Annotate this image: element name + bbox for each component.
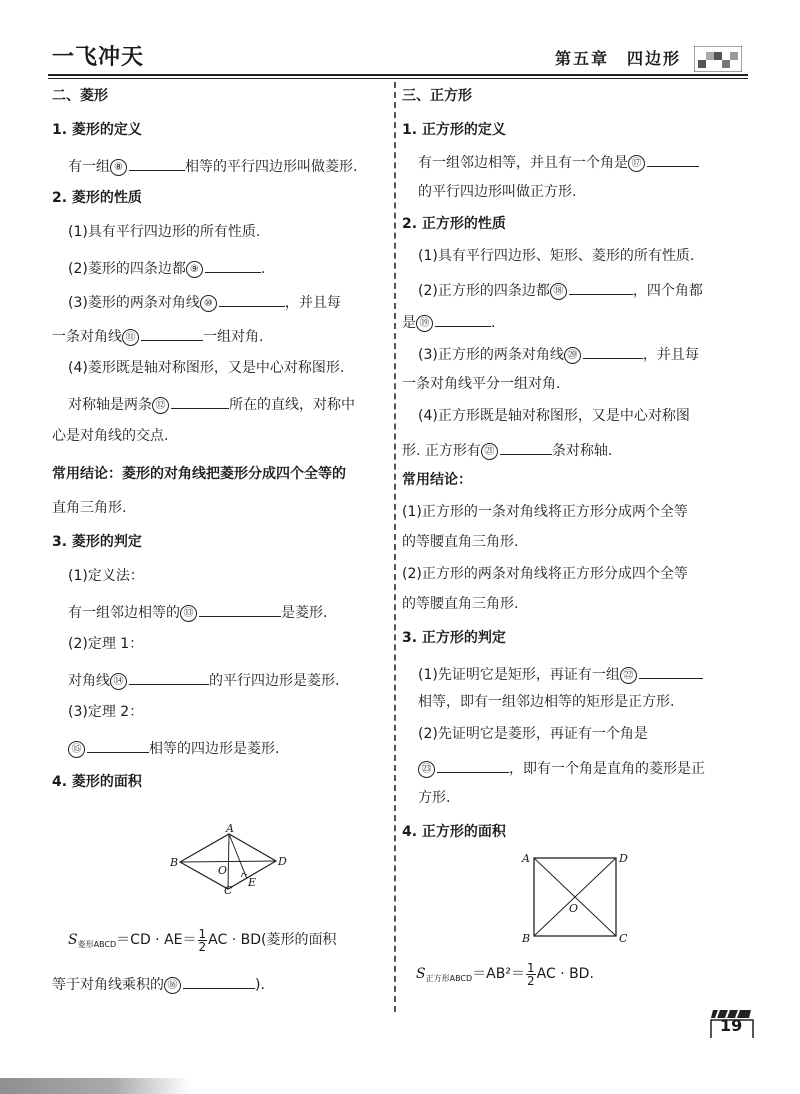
property-1: (1)具有平行四边形的所有性质. xyxy=(68,224,261,240)
sq-criterion-1 xyxy=(418,662,703,685)
chapter-title: 第五章 四边形 xyxy=(555,49,682,68)
answer-blank[interactable] xyxy=(205,256,261,273)
text: ). xyxy=(255,977,265,993)
page-number: 19 xyxy=(720,1016,743,1035)
header-rule xyxy=(48,74,748,76)
answer-blank[interactable] xyxy=(129,154,185,171)
text: ，并且每 xyxy=(284,295,341,311)
blank-number: ⑫ xyxy=(152,397,169,414)
criterion-3: (3)定理 2： xyxy=(68,704,144,720)
answer-blank[interactable] xyxy=(219,290,285,307)
header-rule-thin xyxy=(48,78,748,79)
square-definition xyxy=(418,150,699,173)
blank-number: ⑩ xyxy=(200,295,217,312)
text: 有一组邻边相等的 xyxy=(68,605,180,621)
blank-number: ⑱ xyxy=(550,283,567,300)
blank-number: ⑪ xyxy=(122,329,139,346)
label-O: O xyxy=(218,864,228,877)
fraction xyxy=(526,962,536,987)
text: AC · BD(菱形的面积 xyxy=(208,932,337,948)
heading-square-area: 4. 正方形的面积 xyxy=(402,824,506,840)
text: (2)菱形的四条边都 xyxy=(68,261,186,277)
rhombus-definition xyxy=(68,154,357,177)
text: 1 xyxy=(198,926,207,941)
label-A: A xyxy=(226,824,234,835)
criterion-2: (2)定理 1： xyxy=(68,636,144,652)
blank-number: ⑯ xyxy=(164,977,181,994)
sq-common-1-cont: 的等腰直角三角形. xyxy=(402,534,519,550)
text: ，并且每 xyxy=(642,347,699,363)
answer-blank[interactable] xyxy=(129,668,209,685)
heading-rhombus-criteria: 3. 菱形的判定 xyxy=(52,534,142,550)
answer-blank[interactable] xyxy=(639,662,703,679)
rhombus-area-formula xyxy=(68,926,336,959)
criterion-1-text xyxy=(68,600,327,623)
blank-number: ⑬ xyxy=(180,605,197,622)
sq-property-3-cont: 一条对角线平分一组对角. xyxy=(402,376,561,392)
property-4-cont xyxy=(68,392,355,415)
rhombus-area-cont xyxy=(52,972,265,995)
text: (3)菱形的两条对角线 xyxy=(68,295,200,311)
sq-property-3 xyxy=(418,342,699,365)
text: 一条对角线 xyxy=(52,329,122,345)
answer-blank[interactable] xyxy=(437,756,509,773)
blank-number: ㉑ xyxy=(481,443,498,460)
scan-edge-shadow xyxy=(0,1078,190,1094)
text: 有一组 xyxy=(68,159,110,175)
answer-blank[interactable] xyxy=(583,342,643,359)
text: ，即有一个角是直角的菱形是正 xyxy=(509,761,705,777)
text: 等于对角线乘积的 xyxy=(52,977,164,993)
text: ＝CD · AE＝ xyxy=(116,932,197,948)
brand-logo: 一飞冲天 xyxy=(52,45,145,70)
answer-blank[interactable] xyxy=(500,438,552,455)
heading-square-criteria: 3. 正方形的判定 xyxy=(402,630,506,646)
label-C: C xyxy=(224,884,233,894)
answer-blank[interactable] xyxy=(435,310,491,327)
blank-number: ⑨ xyxy=(186,261,203,278)
square-figure xyxy=(520,852,632,944)
rhombus-figure xyxy=(170,824,290,894)
property-2 xyxy=(68,256,265,279)
heading-rhombus-area: 4. 菱形的面积 xyxy=(52,774,142,790)
text: 一组对角. xyxy=(203,329,264,345)
sq-common-2-cont: 的等腰直角三角形. xyxy=(402,596,519,612)
sq-criterion-1-cont: 相等，即有一组邻边相等的矩形是正方形. xyxy=(418,694,675,710)
square-area-formula xyxy=(416,960,594,993)
text: 1 xyxy=(526,960,535,975)
blank-number: ㉒ xyxy=(620,667,637,684)
sq-criterion-2: (2)先证明它是菱形，再证有一个角是 xyxy=(418,726,648,742)
text: (3)正方形的两条对角线 xyxy=(418,347,564,363)
blank-number: ⑲ xyxy=(416,315,433,332)
checker-decoration-icon xyxy=(694,46,742,72)
heading-rhombus-properties: 2. 菱形的性质 xyxy=(52,190,142,206)
property-3 xyxy=(68,290,341,313)
text: 常用结论：菱形的对角线把菱形分成四个全等的 xyxy=(52,466,346,482)
text: 相等的四边形是菱形. xyxy=(149,741,280,757)
text: . xyxy=(260,261,266,277)
answer-blank[interactable] xyxy=(141,324,203,341)
text: 菱形ABCD xyxy=(77,940,117,949)
answer-blank[interactable] xyxy=(171,392,229,409)
sq-common-heading: 常用结论： xyxy=(402,472,472,488)
label-C: C xyxy=(619,932,628,944)
answer-blank[interactable] xyxy=(87,736,149,753)
fraction xyxy=(198,928,208,953)
text: (2)正方形的四条边都 xyxy=(418,283,550,299)
blank-number: ⑰ xyxy=(628,155,645,172)
property-3-cont xyxy=(52,324,263,347)
common-conclusion xyxy=(52,464,346,484)
blank-number: ⑧ xyxy=(110,159,127,176)
sq-property-2 xyxy=(418,278,703,301)
heading-rhombus-definition: 1. 菱形的定义 xyxy=(52,122,142,138)
text: AC · BD. xyxy=(536,966,594,982)
answer-blank[interactable] xyxy=(199,600,281,617)
text: 所在的直线，对称中 xyxy=(229,397,355,413)
text: 形. 正方形有 xyxy=(402,443,481,459)
blank-number: ⑭ xyxy=(110,673,127,690)
property-4: (4)菱形既是轴对称图形，又是中心对称图形. xyxy=(68,360,345,376)
text: (1)先证明它是矩形，再证有一组 xyxy=(418,667,620,683)
label-B: B xyxy=(522,932,531,944)
text: 条对称轴. xyxy=(551,443,613,459)
sq-criterion-2-end: 方形. xyxy=(418,790,451,806)
blank-number: ㉓ xyxy=(418,761,435,778)
label-D: D xyxy=(619,852,628,865)
answer-blank[interactable] xyxy=(647,150,699,167)
text: . xyxy=(491,315,496,331)
text: 相等的平行四边形叫做菱形. xyxy=(185,159,358,175)
text: ，四个角都 xyxy=(632,283,703,299)
sq-criterion-2-cont xyxy=(418,756,705,779)
sq-common-2: (2)正方形的两条对角线将正方形分成四个全等 xyxy=(402,566,688,582)
text: 有一组邻边相等，并且有一个角是 xyxy=(418,155,628,171)
text: S xyxy=(68,932,78,948)
label-B: B xyxy=(170,856,179,869)
blank-number: ⑳ xyxy=(564,347,581,364)
blank-number: ⑮ xyxy=(68,741,85,758)
answer-blank[interactable] xyxy=(569,278,633,295)
text: 正方形ABCD xyxy=(425,974,473,983)
common-conclusion-cont: 直角三角形. xyxy=(52,500,127,516)
text: 对角线 xyxy=(68,673,110,689)
label-O: O xyxy=(569,902,579,915)
sq-property-4-cont xyxy=(402,438,612,461)
sq-property-4: (4)正方形既是轴对称图形，又是中心对称图 xyxy=(418,408,690,424)
section-title-square: 三、正方形 xyxy=(402,88,472,104)
sq-property-2-cont xyxy=(402,310,495,333)
text: 的平行四边形是菱形. xyxy=(209,673,340,689)
text: 是 xyxy=(402,315,416,331)
answer-blank[interactable] xyxy=(183,972,255,989)
criterion-1: (1)定义法： xyxy=(68,568,144,584)
sq-common-1: (1)正方形的一条对角线将正方形分成两个全等 xyxy=(402,504,688,520)
label-A: A xyxy=(522,852,530,865)
text: 2 xyxy=(198,939,207,954)
heading-square-properties: 2. 正方形的性质 xyxy=(402,216,506,232)
criterion-2-text xyxy=(68,668,339,691)
column-divider xyxy=(394,82,396,1012)
sq-property-1: (1)具有平行四边形、矩形、菱形的所有性质. xyxy=(418,248,695,264)
label-D: D xyxy=(278,855,287,868)
text: 对称轴是两条 xyxy=(68,397,152,413)
text: 是菱形. xyxy=(281,605,328,621)
text: S xyxy=(416,966,426,982)
text: ＝AB²＝ xyxy=(472,966,525,982)
square-definition-cont: 的平行四边形叫做正方形. xyxy=(418,184,577,200)
property-4-end: 心是对角线的交点. xyxy=(52,428,169,444)
heading-square-definition: 1. 正方形的定义 xyxy=(402,122,506,138)
label-E: E xyxy=(248,876,257,889)
section-title-rhombus: 二、菱形 xyxy=(52,88,108,104)
text: 2 xyxy=(526,973,535,988)
criterion-3-text xyxy=(68,736,279,759)
